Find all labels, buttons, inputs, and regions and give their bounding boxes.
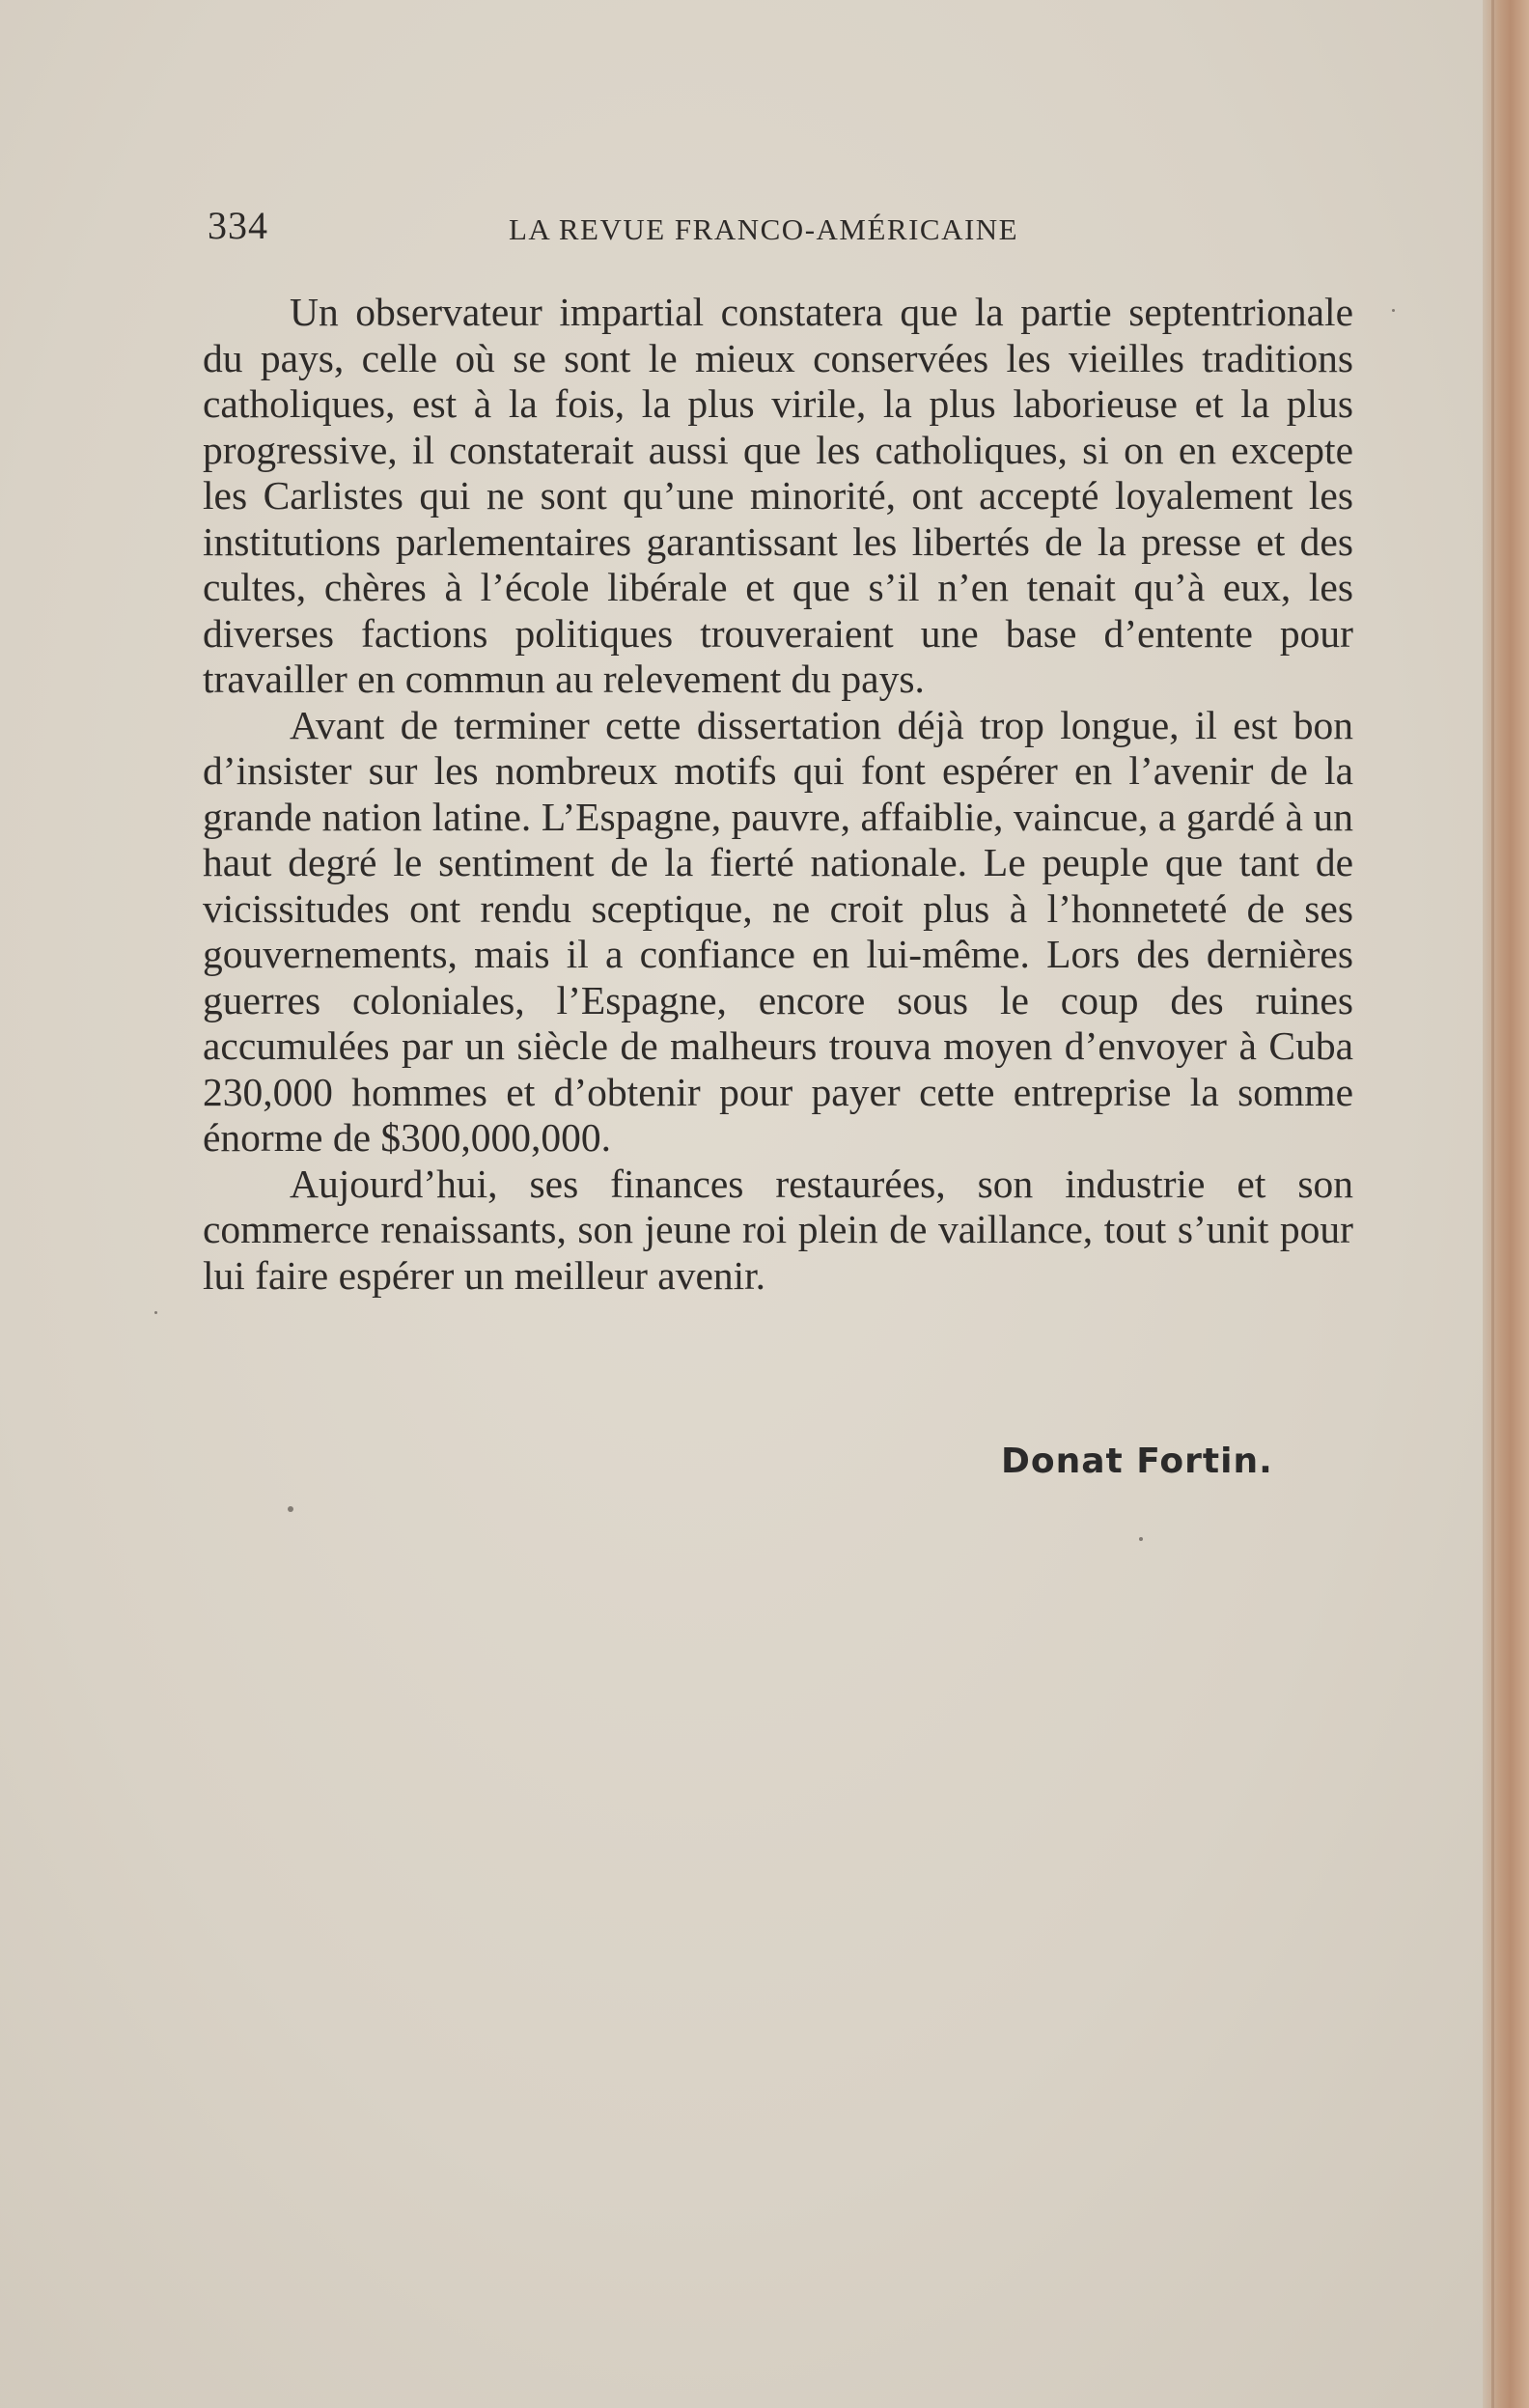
paragraph-3: Aujourd’hui, ses finances restaurées, son industrie et son commerce renaissants, son jeune roi plein de vaillance, tout s’unit pour lui faire espérer un meilleur avenir. bbox=[203, 1161, 1353, 1298]
paper-speck bbox=[1392, 309, 1395, 312]
paper-speck bbox=[288, 1506, 293, 1512]
page-fold bbox=[1491, 0, 1494, 2408]
paragraph-2: Avant de terminer cette dissertation déjà trop longue, il est bon d’insister sur les nombreux motifs qui font espérer en l’avenir de la grande nation latine. L’Espagne, pauvre, affaiblie, vaincue, a gardé à un haut degré le sentiment de la fierté nationale. Le peuple que tant de vicissitudes ont rendu sceptique, ne croit plus à l’honneteté de ses gouvernements, mais il a confiance en lui-même. Lors des dernières guerres coloniales, l’Espagne, encore sous le coup des ruines accumulées par un siècle de malheurs trouva moyen d’envoyer à Cuba 230,000 hommes et d’obtenir pour payer cette entreprise la somme énorme de $300,000,000. bbox=[203, 702, 1353, 1160]
page-number: 334 bbox=[208, 204, 268, 247]
page-edge bbox=[1483, 0, 1529, 2408]
author-signature: Donat Fortin. bbox=[1001, 1442, 1273, 1481]
running-head bbox=[208, 203, 1366, 261]
journal-title: LA REVUE FRANCO-AMÉRICAINE bbox=[509, 212, 1019, 246]
paper-speck bbox=[154, 1311, 157, 1314]
paragraph-1: Un observateur impartial constatera que la partie septentrionale du pays, celle où se sont le mieux conservées les vieilles traditions catholiques, est à la fois, la plus virile, la plus laborieuse et la plus progressive, il constaterait aussi que les catholiques, si on en excepte les Carlistes qui ne sont qu’une minorité, ont accepté loyalement les institutions parlementaires garantissant les libertés de la presse et des cultes, chères à l’école libérale et que s’il n’en tenait qu’à eux, les diverses factions politiques trouveraient une base d’entente pour travailler en commun au relevement du pays. bbox=[203, 290, 1353, 701]
paper-speck bbox=[1139, 1537, 1143, 1541]
article-body bbox=[203, 290, 1353, 1299]
